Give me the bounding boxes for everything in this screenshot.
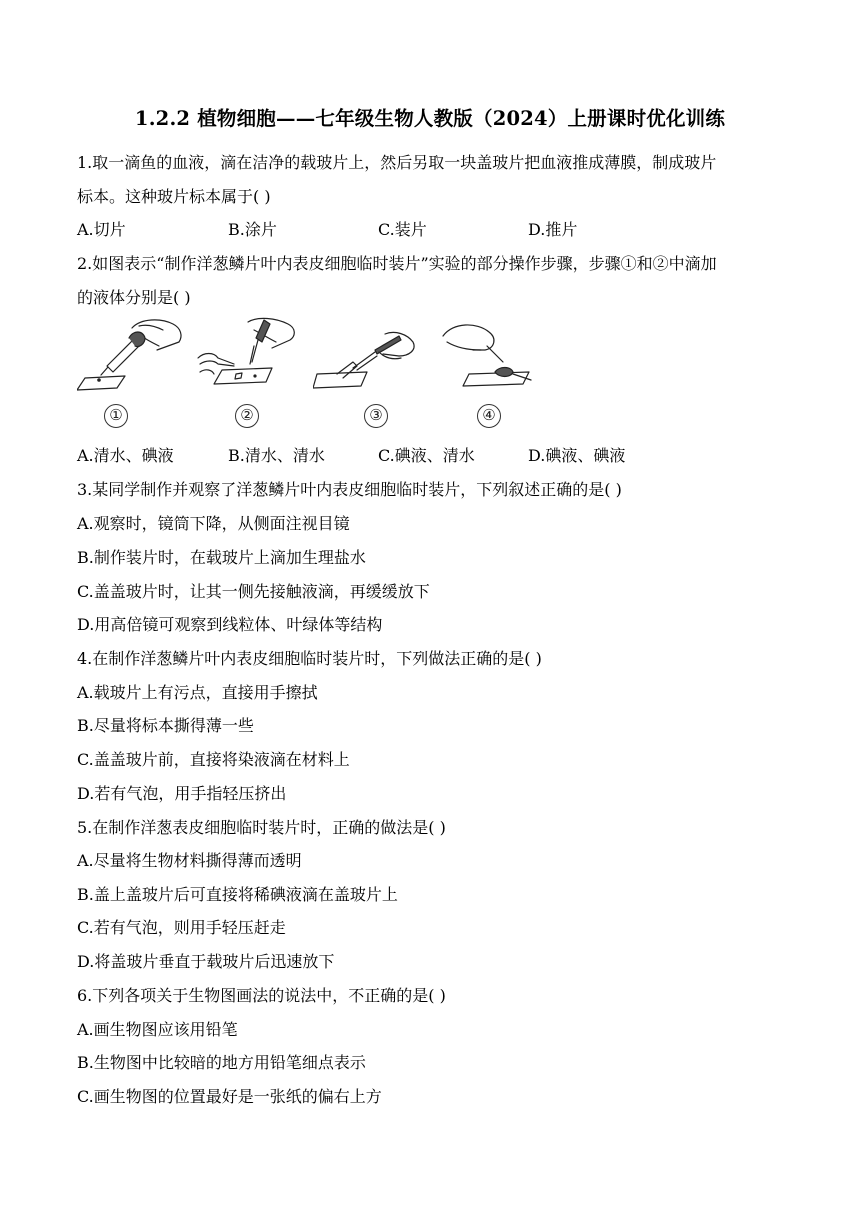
step2-forceps-dropper-illustration — [196, 316, 306, 396]
q5-stem: 5.在制作洋葱表皮细胞临时装片时，正确的做法是( ) — [77, 818, 446, 837]
step-label-2: ② — [235, 404, 259, 428]
q3-option-b: B.制作装片时，在载玻片上滴加生理盐水 — [77, 548, 366, 567]
q2-option-b: B.清水、清水 — [228, 446, 325, 465]
q6-option-b: B.生物图中比较暗的地方用铅笔细点表示 — [77, 1053, 366, 1072]
step1-dropper-illustration — [77, 316, 187, 396]
q1-stem-line2: 标本。这种玻片标本属于( ) — [77, 187, 271, 206]
q1-stem-line1: 1.取一滴鱼的血液，滴在洁净的载玻片上，然后另取一块盖玻片把血液推成薄膜，制成玻片 — [77, 153, 717, 172]
step-label-1: ① — [104, 404, 128, 428]
q5-option-b: B.盖上盖玻片后可直接将稀碘液滴在盖玻片上 — [77, 885, 398, 904]
q2-option-a: A.清水、碘液 — [77, 446, 174, 465]
q5-option-d: D.将盖玻片垂直于载玻片后迅速放下 — [77, 952, 335, 971]
q3-option-a: A.观察时，镜筒下降，从侧面注视目镜 — [77, 514, 350, 533]
q6-option-a: A.画生物图应该用铅笔 — [77, 1020, 238, 1039]
q3-option-d: D.用高倍镜可观察到线粒体、叶绿体等结构 — [77, 615, 383, 634]
q2-stem-line1: 2.如图表示“制作洋葱鳞片叶内表皮细胞临时装片”实验的部分操作步骤，步骤①和②中滴加 — [77, 254, 717, 273]
q3-stem: 3.某同学制作并观察了洋葱鳞片叶内表皮细胞临时装片，下列叙述正确的是( ) — [77, 480, 622, 499]
q1-option-d: D.推片 — [528, 220, 578, 239]
q6-option-c: C.画生物图的位置最好是一张纸的偏右上方 — [77, 1087, 382, 1106]
q2-option-c: C.碘液、清水 — [378, 446, 475, 465]
q2-figure — [77, 316, 547, 434]
q2-stem-line2: 的液体分别是( ) — [77, 288, 191, 307]
step4-staining-illustration — [433, 316, 547, 396]
q1-option-c: C.装片 — [378, 220, 427, 239]
q4-option-b: B.尽量将标本撕得薄一些 — [77, 716, 254, 735]
step-label-3: ③ — [364, 404, 388, 428]
step3-coverslip-illustration — [313, 316, 423, 396]
q1-option-a: A.切片 — [77, 220, 126, 239]
q5-option-c: C.若有气泡，则用手轻压赶走 — [77, 918, 286, 937]
q3-option-c: C.盖盖玻片时，让其一侧先接触液滴，再缓缓放下 — [77, 582, 430, 601]
q1-option-b: B.涂片 — [228, 220, 277, 239]
q4-option-c: C.盖盖玻片前，直接将染液滴在材料上 — [77, 750, 350, 769]
q2-option-d: D.碘液、碘液 — [528, 446, 626, 465]
q5-option-a: A.尽量将生物材料撕得薄而透明 — [77, 851, 302, 870]
q4-option-d: D.若有气泡，用手指轻压挤出 — [77, 784, 287, 803]
step-label-4: ④ — [477, 404, 501, 428]
page-title: 1.2.2 植物细胞——七年级生物人教版（2024）上册课时优化训练 — [134, 107, 726, 130]
q4-stem: 4.在制作洋葱鳞片叶内表皮细胞临时装片时，下列做法正确的是( ) — [77, 649, 542, 668]
q4-option-a: A.载玻片上有污点，直接用手擦拭 — [77, 683, 318, 702]
q6-stem: 6.下列各项关于生物图画法的说法中，不正确的是( ) — [77, 986, 446, 1005]
